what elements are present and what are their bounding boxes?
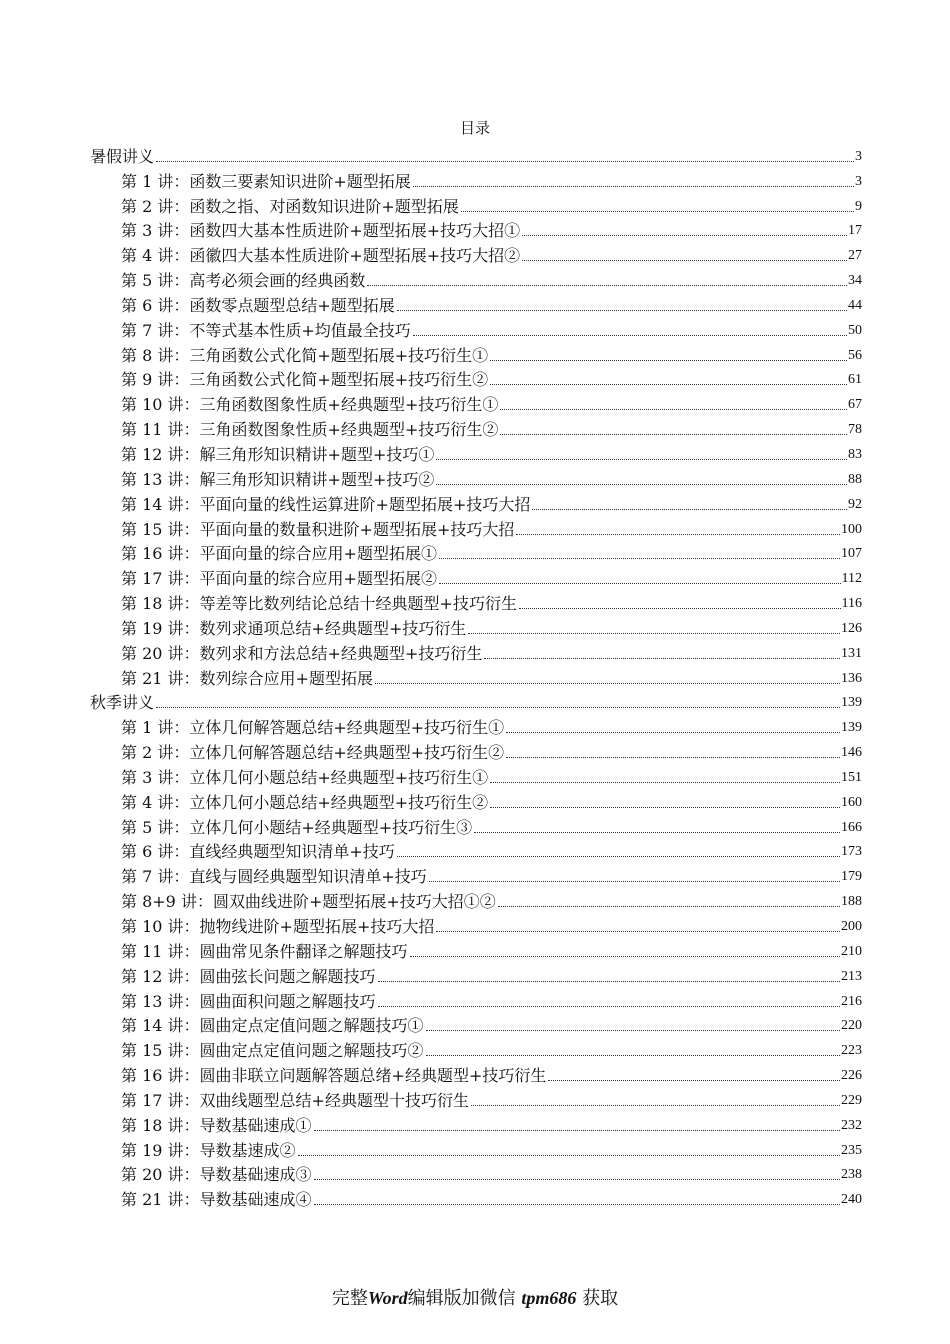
toc-page-number: 220	[841, 1018, 862, 1034]
toc-page-number: 27	[848, 248, 862, 264]
toc-dot-leader	[378, 1006, 840, 1007]
toc-dot-leader	[436, 484, 847, 485]
toc-dot-leader	[413, 335, 847, 336]
toc-entry-label: 第 20 讲：导数基础速成③	[121, 1165, 312, 1185]
toc-page-number: 235	[841, 1142, 862, 1158]
toc-dot-leader	[156, 707, 840, 708]
toc-entry-label: 第 8 讲：三角函数公式化简+题型拓展+技巧衍生①	[121, 345, 489, 365]
toc-lecture-entry[interactable]	[90, 1185, 862, 1210]
toc-dot-leader	[490, 782, 840, 783]
toc-page-number: 166	[841, 819, 862, 835]
toc-dot-leader	[522, 235, 847, 236]
toc-dot-leader	[439, 558, 840, 559]
toc-entry-label: 第 18 讲：等差等比数列结论总结十经典题型+技巧衍生	[121, 594, 517, 614]
toc-dot-leader	[522, 260, 847, 261]
toc-entry-label: 第 12 讲：解三角形知识精讲+题型+技巧①	[121, 444, 435, 464]
toc-dot-leader	[314, 1179, 840, 1180]
toc-dot-leader	[397, 856, 840, 857]
toc-dot-leader	[506, 732, 840, 733]
toc-lecture-entry[interactable]	[90, 266, 862, 291]
toc-dot-leader	[298, 1155, 840, 1156]
toc-entry-label: 第 18 讲：导数基础速成①	[121, 1115, 312, 1135]
toc-entry-label: 第 4 讲：立体几何小题总结+经典题型+技巧衍生②	[121, 792, 489, 812]
toc-section-entry[interactable]	[90, 142, 862, 167]
toc-page-number: 188	[841, 894, 862, 910]
toc-lecture-entry[interactable]	[90, 490, 862, 515]
toc-page-number: 139	[841, 720, 862, 736]
toc-lecture-entry[interactable]	[90, 962, 862, 987]
toc-entry-label: 第 11 讲：圆曲常见条件翻译之解题技巧	[121, 941, 408, 961]
toc-lecture-entry[interactable]	[90, 540, 862, 565]
toc-entry-label: 第 17 讲：平面向量的综合应用+题型拓展②	[121, 569, 437, 589]
toc-lecture-entry[interactable]	[90, 192, 862, 217]
toc-entry-label: 第 2 讲：立体几何解答题总结+经典题型+技巧衍生②	[121, 743, 505, 763]
toc-lecture-entry[interactable]	[90, 1012, 862, 1037]
toc-dot-leader	[506, 757, 840, 758]
toc-entry-label: 第 14 讲：圆曲定点定值问题之解题技巧①	[121, 1016, 424, 1036]
toc-entry-label: 第 21 讲：导数基础速成④	[121, 1190, 312, 1210]
toc-entry-label: 第 19 讲：导数基速成②	[121, 1140, 296, 1160]
toc-page-number: 56	[848, 347, 862, 363]
toc-lecture-entry[interactable]	[90, 813, 862, 838]
toc-page-number: 78	[848, 422, 862, 438]
footer-word: Word	[367, 1288, 408, 1308]
toc-lecture-entry[interactable]	[90, 241, 862, 266]
toc-dot-leader	[471, 1105, 840, 1106]
toc-page-number: 9	[855, 198, 862, 214]
toc-lecture-entry[interactable]	[90, 639, 862, 664]
toc-page-number: 146	[841, 745, 862, 761]
toc-page-number: 83	[848, 446, 862, 462]
toc-dot-leader	[397, 310, 847, 311]
toc-entry-label: 秋季讲义	[90, 693, 155, 713]
toc-dot-leader	[375, 683, 840, 684]
toc-entry-label: 第 4 讲：函徽四大基本性质进阶+题型拓展+技巧大招②	[121, 246, 521, 266]
toc-lecture-entry[interactable]	[90, 1036, 862, 1061]
toc-page-number: 223	[841, 1043, 862, 1059]
toc-entry-label: 第 6 讲：直线经典题型知识清单+技巧	[121, 842, 395, 862]
toc-page-number: 50	[848, 322, 862, 338]
toc-dot-leader	[500, 434, 847, 435]
toc-entry-label: 第 13 讲：圆曲面积问题之解题技巧	[121, 991, 376, 1011]
table-of-contents	[90, 142, 862, 1210]
toc-entry-label: 第 5 讲：立体几何小题结+经典题型+技巧衍生③	[121, 817, 473, 837]
toc-lecture-entry[interactable]	[90, 1086, 862, 1111]
toc-dot-leader	[468, 633, 840, 634]
toc-entry-label: 第 16 讲：圆曲非联立问题解答题总绪+经典题型+技巧衍生	[121, 1066, 547, 1086]
toc-lecture-entry[interactable]	[90, 788, 862, 813]
toc-entry-label: 第 15 讲：平面向量的数量积进阶+题型拓展+技巧大招	[121, 519, 515, 539]
toc-page-number: 232	[841, 1117, 862, 1133]
toc-page-number: 112	[841, 571, 862, 587]
toc-section-entry[interactable]	[90, 689, 862, 714]
toc-dot-leader	[429, 881, 840, 882]
toc-lecture-entry[interactable]	[90, 838, 862, 863]
toc-page-number: 240	[841, 1192, 862, 1208]
toc-page-number: 160	[841, 794, 862, 810]
toc-dot-leader	[490, 360, 847, 361]
toc-entry-label: 第 19 讲：数列求通项总结+经典题型+技巧衍生	[121, 618, 467, 638]
toc-dot-leader	[314, 1204, 840, 1205]
toc-dot-leader	[490, 807, 840, 808]
toc-entry-label: 第 1 讲：函数三要素知识进阶+题型拓展	[121, 171, 411, 191]
toc-page-number: 179	[841, 869, 862, 885]
toc-entry-label: 暑假讲义	[90, 146, 155, 166]
toc-entry-label: 第 3 讲：立体几何小题总结+经典题型+技巧衍生①	[121, 767, 489, 787]
toc-entry-label: 第 7 讲：不等式基本性质+均值最全技巧	[121, 320, 411, 340]
page-title: 目录	[459, 119, 490, 137]
toc-lecture-entry[interactable]	[90, 763, 862, 788]
toc-lecture-entry[interactable]	[90, 217, 862, 242]
toc-page-number: 131	[841, 645, 862, 661]
toc-entry-label: 第 10 讲：三角函数图象性质+经典题型+技巧衍生①	[121, 395, 499, 415]
toc-entry-label: 第 3 讲：函数四大基本性质进阶+题型拓展+技巧大招①	[121, 221, 521, 241]
toc-entry-label: 第 12 讲：圆曲弦长问题之解题技巧	[121, 966, 376, 986]
toc-lecture-entry[interactable]	[90, 167, 862, 192]
toc-dot-leader	[516, 534, 840, 535]
toc-entry-label: 第 2 讲：函数之指、对函数知识进阶+题型拓展	[121, 196, 459, 216]
toc-page-number: 136	[841, 670, 862, 686]
toc-dot-leader	[436, 931, 840, 932]
toc-page-number: 67	[848, 397, 862, 413]
toc-dot-leader	[410, 956, 840, 957]
toc-lecture-entry[interactable]	[90, 937, 862, 962]
toc-page-number: 213	[841, 968, 862, 984]
toc-lecture-entry[interactable]	[90, 912, 862, 937]
toc-lecture-entry[interactable]	[90, 589, 862, 614]
toc-dot-leader	[461, 211, 854, 212]
toc-entry-label: 第 20 讲：数列求和方法总结+经典题型+技巧衍生	[121, 643, 483, 663]
toc-page-number: 3	[855, 148, 862, 164]
toc-page-number: 88	[848, 471, 862, 487]
toc-page-number: 126	[841, 620, 862, 636]
toc-entry-label: 第 15 讲：圆曲定点定值问题之解题技巧②	[121, 1041, 424, 1061]
toc-page-number: 229	[841, 1092, 862, 1108]
toc-page-number: 173	[841, 844, 862, 860]
toc-page-number: 92	[848, 496, 862, 512]
toc-entry-label: 第 14 讲：平面向量的线性运算进阶+题型拓展+技巧大招	[121, 494, 531, 514]
toc-dot-leader	[436, 459, 847, 460]
toc-lecture-entry[interactable]	[90, 1136, 862, 1161]
toc-entry-label: 第 8+9 讲：圆双曲线进阶+题型拓展+技巧大招①②	[121, 892, 496, 912]
toc-dot-leader	[426, 1030, 840, 1031]
toc-entry-label: 第 6 讲：函数零点题型总结+题型拓展	[121, 295, 395, 315]
toc-page-number: 116	[841, 596, 862, 612]
toc-entry-label: 第 16 讲：平面向量的综合应用+题型拓展①	[121, 544, 437, 564]
toc-entry-label: 第 1 讲：立体几何解答题总结+经典题型+技巧衍生①	[121, 718, 505, 738]
toc-lecture-entry[interactable]	[90, 1161, 862, 1186]
toc-dot-leader	[474, 832, 840, 833]
footer-note	[0, 1286, 950, 1311]
toc-lecture-entry[interactable]	[90, 515, 862, 540]
toc-page-number: 3	[855, 173, 862, 189]
toc-page-number: 226	[841, 1068, 862, 1084]
toc-page-number: 61	[848, 372, 862, 388]
toc-dot-leader	[484, 658, 840, 659]
toc-lecture-entry[interactable]	[90, 614, 862, 639]
toc-page-number: 151	[841, 769, 862, 785]
toc-lecture-entry[interactable]	[90, 987, 862, 1012]
footer-suffix: 获取	[576, 1288, 619, 1309]
toc-dot-leader	[413, 186, 854, 187]
toc-lecture-entry[interactable]	[90, 664, 862, 689]
toc-entry-label: 第 21 讲：数列综合应用+题型拓展	[121, 668, 373, 688]
toc-lecture-entry[interactable]	[90, 341, 862, 366]
toc-entry-label: 第 10 讲：抛物线进阶+题型拓展+技巧大招	[121, 917, 435, 936]
toc-page-number: 210	[841, 943, 862, 959]
toc-dot-leader	[378, 981, 840, 982]
toc-dot-leader	[439, 583, 841, 584]
toc-entry-label: 第 7 讲：直线与圆经典题型知识清单+技巧	[121, 867, 427, 887]
toc-lecture-entry[interactable]	[90, 316, 862, 341]
toc-page-number: 139	[841, 695, 862, 711]
toc-dot-leader	[498, 906, 840, 907]
toc-entry-label: 第 11 讲：三角函数图象性质+经典题型+技巧衍生②	[121, 420, 499, 440]
toc-page-number: 200	[841, 919, 862, 934]
toc-page-number: 238	[841, 1167, 862, 1183]
toc-entry-label: 第 9 讲：三角函数公式化简+题型拓展+技巧衍生②	[121, 370, 489, 390]
toc-page-number: 44	[848, 297, 862, 313]
toc-dot-leader	[532, 509, 847, 510]
toc-lecture-entry[interactable]	[90, 1111, 862, 1136]
toc-dot-leader	[519, 608, 841, 609]
toc-entry-label: 第 13 讲：解三角形知识精讲+题型+技巧②	[121, 469, 435, 489]
toc-page-number: 100	[841, 521, 862, 537]
toc-lecture-entry[interactable]	[90, 366, 862, 391]
toc-lecture-entry[interactable]	[90, 1061, 862, 1086]
toc-page-number: 34	[848, 273, 862, 289]
toc-lecture-entry[interactable]	[90, 291, 862, 316]
toc-dot-leader	[426, 1055, 840, 1056]
toc-page-number: 107	[841, 546, 862, 562]
toc-dot-leader	[314, 1130, 840, 1131]
toc-lecture-entry[interactable]	[90, 465, 862, 490]
toc-lecture-entry[interactable]	[90, 415, 862, 440]
toc-lecture-entry[interactable]	[90, 862, 862, 887]
toc-dot-leader	[548, 1080, 840, 1081]
toc-dot-leader	[490, 384, 847, 385]
toc-page-number: 17	[848, 223, 862, 239]
toc-lecture-entry[interactable]	[90, 390, 862, 415]
toc-dot-leader	[156, 161, 854, 162]
footer-middle: 编辑版加微信	[407, 1288, 522, 1309]
toc-dot-leader	[500, 409, 847, 410]
toc-lecture-entry[interactable]	[90, 564, 862, 589]
toc-lecture-entry[interactable]	[90, 887, 862, 912]
toc-entry-label: 第 17 讲：双曲线题型总结+经典题型十技巧衍生	[121, 1090, 469, 1110]
footer-wechat-id: tpm686	[521, 1288, 577, 1308]
toc-lecture-entry[interactable]	[90, 738, 862, 763]
toc-dot-leader	[367, 285, 847, 286]
toc-page-number: 216	[841, 993, 862, 1009]
toc-lecture-entry[interactable]	[90, 440, 862, 465]
footer-prefix: 完整	[331, 1288, 368, 1309]
toc-entry-label: 第 5 讲：高考必须会画的经典函数	[121, 271, 366, 291]
toc-lecture-entry[interactable]	[90, 713, 862, 738]
